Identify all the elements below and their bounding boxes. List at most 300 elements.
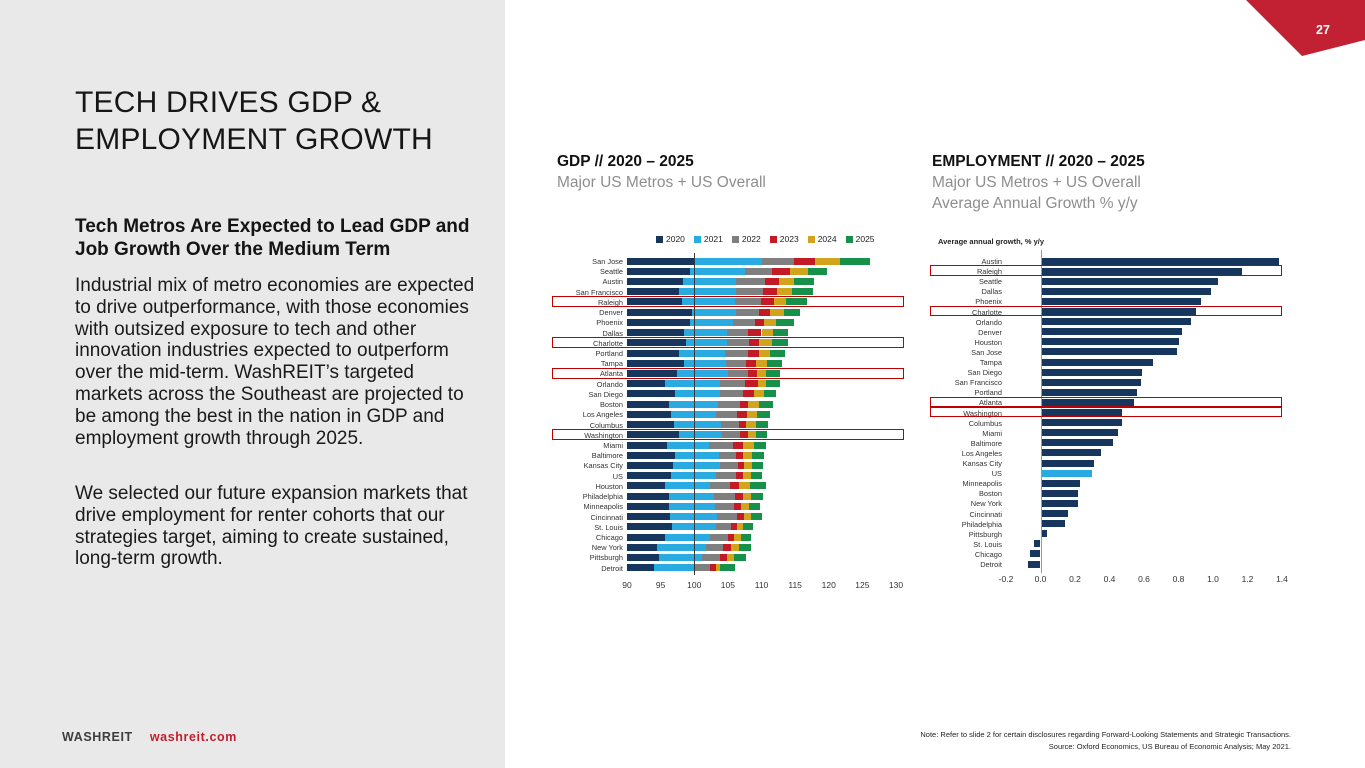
gdp-bar-segment xyxy=(759,401,773,408)
gdp-city-label: Houston xyxy=(595,481,623,491)
gdp-bar-segment xyxy=(710,534,727,541)
emp-city-label: Charlotte xyxy=(972,307,1002,317)
gdp-bar-segment xyxy=(715,503,734,510)
legend-label: 2024 xyxy=(817,234,837,244)
gdp-bar-segment xyxy=(737,523,744,530)
emp-bar xyxy=(1041,500,1079,507)
gdp-axis-tick: 130 xyxy=(888,580,904,590)
emp-axis-tick: 0.6 xyxy=(1138,574,1150,584)
gdp-city-label: Chicago xyxy=(595,532,623,542)
emp-bar xyxy=(1041,439,1113,446)
gdp-bar-segment xyxy=(756,421,767,428)
gdp-axis-tick: 100 xyxy=(687,580,702,590)
emp-bar xyxy=(1041,338,1179,345)
gdp-bar-segment xyxy=(627,278,683,285)
gdp-bar-segment xyxy=(794,258,816,265)
emp-city-label: Atlanta xyxy=(978,398,1002,408)
gdp-bar-segment xyxy=(665,380,719,387)
emp-city-label: Austin xyxy=(981,257,1002,266)
emp-bar xyxy=(1034,540,1041,547)
gdp-bar-segment xyxy=(765,278,779,285)
gdp-city-label: San Jose xyxy=(592,257,623,266)
emp-bar xyxy=(1041,359,1153,366)
gdp-bar-segment xyxy=(777,288,792,295)
gdp-axis-tick: 120 xyxy=(821,580,836,590)
gdp-bar-segment xyxy=(627,472,671,479)
emp-bar xyxy=(1041,369,1143,376)
gdp-bar-segment xyxy=(766,380,780,387)
gdp-bar-segment xyxy=(690,268,746,275)
gdp-bar-segment xyxy=(627,288,679,295)
gdp-bar-segment xyxy=(790,268,808,275)
gdp-bar-segment xyxy=(671,411,716,418)
gdp-bar-segment xyxy=(627,442,667,449)
gdp-bar-segment xyxy=(779,278,794,285)
section-subtitle: Tech Metros Are Expected to Lead GDP and Job Growth Over the Medium Term xyxy=(75,216,470,260)
emp-axis-title: Average annual growth, % y/y xyxy=(938,237,1044,246)
gdp-bar-segment xyxy=(702,554,720,561)
gdp-bar-segment xyxy=(748,329,761,336)
gdp-bar-segment xyxy=(717,513,737,520)
gdp-city-label: Boston xyxy=(599,400,623,410)
gdp-bar-segment xyxy=(734,503,741,510)
emp-bar xyxy=(1041,419,1122,426)
emp-city-label: US xyxy=(991,469,1002,479)
gdp-bar-segment xyxy=(657,544,706,551)
emp-city-label: Houston xyxy=(974,337,1002,347)
gdp-bar-segment xyxy=(627,380,665,387)
gdp-bar-segment xyxy=(720,390,743,397)
legend-item xyxy=(808,234,837,244)
gdp-bar-segment xyxy=(627,360,684,367)
gdp-bar-segment xyxy=(667,442,709,449)
gdp-bar-segment xyxy=(627,554,659,561)
gdp-bar-segment xyxy=(763,288,777,295)
emp-highlight-box xyxy=(930,306,1282,317)
corner-ribbon xyxy=(1240,0,1365,58)
gdp-bar-segment xyxy=(723,544,730,551)
emp-bar xyxy=(1028,561,1040,568)
gdp-highlight-box xyxy=(552,429,904,440)
emp-city-label: Chicago xyxy=(974,549,1002,559)
gdp-bar-segment xyxy=(716,523,731,530)
employment-chart-title: EMPLOYMENT // 2020 – 2025 xyxy=(932,153,1145,170)
gdp-bar-segment xyxy=(770,309,784,316)
gdp-city-label: Raleigh xyxy=(597,297,623,307)
gdp-bar-segment xyxy=(746,360,756,367)
emp-city-label: St. Louis xyxy=(973,539,1002,549)
gdp-city-label: Detroit xyxy=(601,563,623,573)
emp-city-label: Los Angeles xyxy=(961,448,1002,458)
gdp-bar-segment xyxy=(736,309,760,316)
emp-axis-tick: -0.2 xyxy=(998,574,1014,584)
gdp-bar-segment xyxy=(673,462,720,469)
legend-label: 2021 xyxy=(703,234,723,244)
gdp-bar-segment xyxy=(675,390,720,397)
gdp-bar-segment xyxy=(627,493,669,500)
gdp-city-label: Minneapolis xyxy=(583,502,623,512)
gdp-bar-segment xyxy=(784,309,800,316)
gdp-city-label: St. Louis xyxy=(594,522,623,532)
gdp-chart-subtitle: Major US Metros + US Overall xyxy=(557,174,766,191)
gdp-bar-segment xyxy=(773,329,788,336)
gdp-bar-segment xyxy=(731,544,739,551)
gdp-bar-segment xyxy=(679,350,724,357)
emp-city-label: Dallas xyxy=(981,287,1002,297)
emp-city-label: Columbus xyxy=(968,418,1002,428)
gdp-bar-segment xyxy=(756,360,767,367)
emp-bar xyxy=(1041,288,1212,295)
emp-highlight-box xyxy=(930,265,1282,276)
gdp-bar-segment xyxy=(669,493,715,500)
gdp-bar-segment xyxy=(755,319,764,326)
gdp-bar-segment xyxy=(745,380,758,387)
gdp-bar-segment xyxy=(751,493,763,500)
gdp-bar-segment xyxy=(726,360,746,367)
emp-bar xyxy=(1041,490,1079,497)
employment-chart-subtitle-1: Major US Metros + US Overall xyxy=(932,174,1141,191)
gdp-city-label: Pittsburgh xyxy=(589,553,623,563)
gdp-bar-segment xyxy=(739,482,750,489)
emp-bar xyxy=(1041,379,1141,386)
gdp-city-label: San Diego xyxy=(588,389,623,399)
gdp-axis-tick: 110 xyxy=(754,580,769,590)
gdp-bar-segment xyxy=(730,482,739,489)
gdp-bar-segment xyxy=(734,534,741,541)
legend-item xyxy=(770,234,799,244)
emp-city-label: Detroit xyxy=(980,560,1002,569)
emp-bar xyxy=(1041,530,1048,537)
gdp-city-label: Phoenix xyxy=(596,318,623,328)
gdp-bar-segment xyxy=(739,544,752,551)
gdp-bar-segment xyxy=(735,493,742,500)
gdp-bar-segment xyxy=(758,380,766,387)
gdp-city-label: Seattle xyxy=(599,267,623,277)
emp-city-label: Pittsburgh xyxy=(968,529,1002,539)
gdp-bar-segment xyxy=(684,329,726,336)
emp-axis-tick: 1.2 xyxy=(1241,574,1254,584)
emp-city-label: Minneapolis xyxy=(962,479,1002,489)
page-number: 27 xyxy=(1316,23,1330,37)
gdp-bar-segment xyxy=(718,401,740,408)
gdp-bar-segment xyxy=(772,268,789,275)
gdp-bar-segment xyxy=(627,258,694,265)
gdp-bar-segment xyxy=(748,401,759,408)
gdp-bar-segment xyxy=(767,360,782,367)
gdp-highlight-box xyxy=(552,296,904,307)
gdp-axis-tick: 90 xyxy=(622,580,632,590)
emp-bar xyxy=(1030,550,1040,557)
gdp-bar-segment xyxy=(627,329,684,336)
gdp-bar-segment xyxy=(743,452,752,459)
gdp-bar-segment xyxy=(709,442,733,449)
gdp-bar-segment xyxy=(627,503,669,510)
gdp-bar-segment xyxy=(744,462,752,469)
gdp-bar-segment xyxy=(674,421,721,428)
gdp-bar-segment xyxy=(627,268,690,275)
gdp-bar-segment xyxy=(627,421,674,428)
emp-highlight-box xyxy=(930,407,1282,418)
emp-bar xyxy=(1041,298,1201,305)
legend-item xyxy=(656,234,685,244)
gdp-bar-segment xyxy=(720,462,738,469)
gdp-bar-segment xyxy=(721,421,739,428)
gdp-bar-segment xyxy=(743,390,754,397)
employment-chart-header xyxy=(932,151,1145,214)
gdp-bar-segment xyxy=(736,288,763,295)
gdp-bar-segment xyxy=(692,309,736,316)
gdp-bar-segment xyxy=(719,452,736,459)
body-paragraph-1: Industrial mix of metro economies are expected to drive outperformance, with those economies with outsized exposure to tech and other innovation industries expected to outperform over the mid-term. WashREIT’s targeted markets across the Southeast are projected to be among the best in the nation in GDP and employment growth through 2025. xyxy=(75,275,475,449)
page-title-line2: EMPLOYMENT GROWTH xyxy=(75,123,433,156)
gdp-city-label: San Francisco xyxy=(575,287,623,297)
gdp-bar-segment xyxy=(739,421,746,428)
gdp-bar-segment xyxy=(627,309,692,316)
gdp-bar-segment xyxy=(720,564,734,571)
emp-city-label: Raleigh xyxy=(976,267,1002,277)
legend-swatch xyxy=(732,236,739,243)
gdp-axis-tick: 105 xyxy=(720,580,735,590)
emp-city-label: San Francisco xyxy=(954,378,1002,388)
gdp-bar-segment xyxy=(734,554,746,561)
legend-swatch xyxy=(846,236,853,243)
gdp-bar-segment xyxy=(727,329,749,336)
gdp-bar-segment xyxy=(754,442,766,449)
emp-city-label: Philadelphia xyxy=(961,519,1002,529)
gdp-city-label: Philadelphia xyxy=(582,492,623,502)
body-paragraph-2: We selected our future expansion markets that drive employment for renter cohorts that our strategies target, aiming to create sustained, long-term growth. xyxy=(75,483,468,570)
legend-label: 2025 xyxy=(855,234,875,244)
gdp-bar-segment xyxy=(669,503,715,510)
left-text-panel xyxy=(0,0,505,768)
emp-city-label: Portland xyxy=(974,388,1002,398)
brand-wordmark: WASHREIT xyxy=(62,730,133,744)
gdp-bar-segment xyxy=(746,421,756,428)
gdp-bar-segment xyxy=(627,319,690,326)
gdp-bar-segment xyxy=(665,482,710,489)
gdp-bar-segment xyxy=(684,360,726,367)
gdp-city-label: Denver xyxy=(599,308,623,318)
gdp-city-label: Charlotte xyxy=(593,338,623,348)
gdp-bar-segment xyxy=(794,278,814,285)
gdp-bar-segment xyxy=(736,452,743,459)
gdp-city-label: Los Angeles xyxy=(582,410,623,420)
gdp-city-label: Austin xyxy=(602,277,623,287)
gdp-city-label: Baltimore xyxy=(591,451,623,461)
gdp-bar-segment xyxy=(727,554,734,561)
gdp-bar-segment xyxy=(627,390,675,397)
gdp-bar-segment xyxy=(762,258,794,265)
emp-city-label: Boston xyxy=(978,489,1002,499)
emp-city-label: Washington xyxy=(963,408,1002,418)
employment-chart-subtitle-2: Average Annual Growth % y/y xyxy=(932,195,1138,212)
gdp-bar-segment xyxy=(627,544,657,551)
gdp-bar-segment xyxy=(770,350,785,357)
gdp-city-label: New York xyxy=(591,543,623,553)
emp-city-label: Denver xyxy=(978,327,1002,337)
gdp-bar-segment xyxy=(627,564,654,571)
gdp-bar-segment xyxy=(690,319,733,326)
emp-bar xyxy=(1041,389,1138,396)
legend-swatch xyxy=(770,236,777,243)
emp-bar xyxy=(1041,520,1065,527)
emp-city-label: San Jose xyxy=(971,347,1002,357)
gdp-bar-segment xyxy=(736,472,743,479)
gdp-bar-segment xyxy=(752,452,763,459)
gdp-bar-segment xyxy=(740,401,748,408)
legend-label: 2023 xyxy=(779,234,799,244)
gdp-city-label: Orlando xyxy=(596,379,623,389)
emp-city-label: Miami xyxy=(982,428,1002,438)
gdp-bar-segment xyxy=(733,442,744,449)
emp-city-label: New York xyxy=(970,499,1002,509)
gdp-city-label: Kansas City xyxy=(583,461,623,471)
gdp-bar-segment xyxy=(747,411,757,418)
gdp-bar-segment xyxy=(741,503,749,510)
emp-city-label: Seattle xyxy=(978,277,1002,287)
emp-bar xyxy=(1041,460,1094,467)
legend-swatch xyxy=(656,236,663,243)
gdp-bar-segment xyxy=(762,329,773,336)
gdp-bar-segment xyxy=(627,401,669,408)
emp-bar xyxy=(1041,449,1101,456)
emp-bar xyxy=(1041,318,1191,325)
emp-bar xyxy=(1041,470,1093,477)
gdp-bar-segment xyxy=(665,534,710,541)
gdp-bar-segment xyxy=(764,390,776,397)
legend-item xyxy=(694,234,723,244)
gdp-bar-segment xyxy=(757,411,770,418)
note-line-1: Note: Refer to slide 2 for certain disclosures regarding Forward-Looking Statements and Strategic Transactions. xyxy=(920,730,1291,739)
gdp-bar-segment xyxy=(659,554,702,561)
gdp-chart-title: GDP // 2020 – 2025 xyxy=(557,153,694,170)
emp-city-label: Cincinnati xyxy=(969,509,1002,519)
gdp-bar-segment xyxy=(627,523,672,530)
gdp-bar-segment xyxy=(764,319,776,326)
emp-bar xyxy=(1041,510,1069,517)
gdp-bar-segment xyxy=(716,411,738,418)
emp-bar xyxy=(1041,258,1279,265)
employment-bar-chart xyxy=(930,232,1288,600)
gdp-bar-segment xyxy=(759,350,770,357)
legend-item xyxy=(846,234,875,244)
gdp-city-label: Tampa xyxy=(600,359,623,369)
emp-axis-tick: 0.0 xyxy=(1034,574,1047,584)
gdp-city-label: Miami xyxy=(603,440,623,450)
page-title-line1: TECH DRIVES GDP & xyxy=(75,86,382,119)
gdp-bar-segment xyxy=(744,513,751,520)
gdp-bar-segment xyxy=(716,472,736,479)
gdp-city-label: Cincinnati xyxy=(590,512,623,522)
gdp-bar-segment xyxy=(706,544,723,551)
gdp-bar-segment xyxy=(695,564,710,571)
gdp-bar-segment xyxy=(627,513,670,520)
disclosure-notes xyxy=(920,729,1291,752)
footer xyxy=(62,730,237,744)
gdp-bar-segment xyxy=(627,534,665,541)
gdp-legend xyxy=(656,234,875,244)
gdp-bar-segment xyxy=(654,564,695,571)
gdp-bar-segment xyxy=(752,462,763,469)
emp-city-label: Baltimore xyxy=(970,438,1002,448)
legend-label: 2022 xyxy=(741,234,761,244)
gdp-city-label: US xyxy=(612,471,623,481)
legend-swatch xyxy=(808,236,815,243)
emp-axis-tick: 0.8 xyxy=(1172,574,1185,584)
emp-bar xyxy=(1041,278,1219,285)
gdp-bar-segment xyxy=(675,452,719,459)
gdp-stacked-bar-chart xyxy=(552,232,904,600)
gdp-highlight-box xyxy=(552,368,904,379)
website-link[interactable]: washreit.com xyxy=(149,730,237,744)
gdp-axis-tick: 95 xyxy=(655,580,666,590)
emp-city-label: Tampa xyxy=(979,358,1002,367)
gdp-bar-segment xyxy=(694,258,761,265)
gdp-bar-segment xyxy=(759,309,769,316)
gdp-bar-segment xyxy=(749,503,760,510)
gdp-bar-segment xyxy=(751,513,762,520)
gdp-bar-segment xyxy=(737,411,746,418)
emp-axis-tick: 1.4 xyxy=(1276,574,1288,584)
gdp-bar-segment xyxy=(627,411,671,418)
emp-city-label: Kansas City xyxy=(962,459,1002,468)
emp-bar xyxy=(1041,348,1177,355)
gdp-city-label: Atlanta xyxy=(599,369,623,379)
gdp-bar-segment xyxy=(736,278,765,285)
emp-axis-tick: 0.2 xyxy=(1069,574,1081,584)
gdp-bar-segment xyxy=(733,319,755,326)
note-line-2: Source: Oxford Economics, US Bureau of Economic Analysis; May 2021. xyxy=(1048,741,1291,751)
gdp-bar-segment xyxy=(737,513,744,520)
gdp-bar-segment xyxy=(815,258,839,265)
gdp-bar-segment xyxy=(750,482,765,489)
emp-bar xyxy=(1041,328,1182,335)
gdp-highlight-box xyxy=(552,337,904,348)
emp-axis-tick: 0.4 xyxy=(1103,574,1116,584)
gdp-city-label: Columbus xyxy=(589,420,623,430)
gdp-axis-tick: 115 xyxy=(788,580,802,590)
gdp-city-label: Dallas xyxy=(602,328,623,338)
gdp-bar-segment xyxy=(710,482,730,489)
gdp-bar-segment xyxy=(741,534,751,541)
emp-bar xyxy=(1041,480,1081,487)
emp-city-label: Phoenix xyxy=(975,297,1002,307)
gdp-bar-segment xyxy=(627,350,679,357)
emp-axis-tick: 1.0 xyxy=(1207,574,1219,584)
gdp-bar-segment xyxy=(714,493,735,500)
gdp-bar-segment xyxy=(743,523,752,530)
gdp-bar-segment xyxy=(627,462,673,469)
corner-ribbon-shape xyxy=(1246,0,1365,56)
gdp-bar-segment xyxy=(776,319,794,326)
emp-city-label: San Diego xyxy=(967,368,1002,378)
gdp-bar-segment xyxy=(725,350,749,357)
gdp-bar-segment xyxy=(808,268,828,275)
gdp-bar-segment xyxy=(627,452,675,459)
gdp-bar-segment xyxy=(751,472,762,479)
legend-swatch xyxy=(694,236,701,243)
gdp-bar-segment xyxy=(840,258,870,265)
gdp-bar-segment xyxy=(627,482,665,489)
gdp-bar-segment xyxy=(748,350,759,357)
legend-item xyxy=(732,234,761,244)
gdp-city-label: Washington xyxy=(584,430,623,440)
gdp-bar-segment xyxy=(683,278,736,285)
gdp-bar-segment xyxy=(720,380,745,387)
gdp-bar-segment xyxy=(743,493,751,500)
emp-bar xyxy=(1041,429,1119,436)
gdp-bar-segment xyxy=(743,442,754,449)
